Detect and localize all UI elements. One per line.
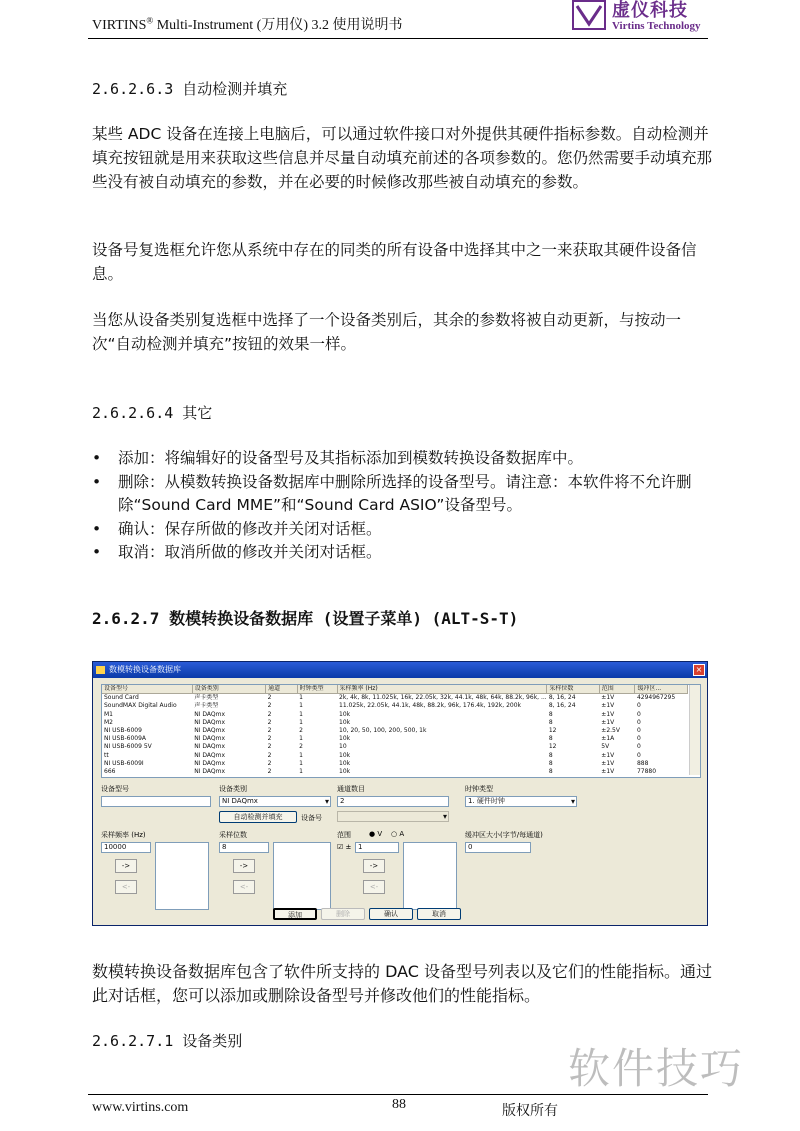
- dac-database-dialog: [92, 661, 708, 926]
- table-header-row: [102, 685, 688, 694]
- cell: 0: [636, 702, 641, 710]
- cell: 10k: [339, 735, 351, 743]
- range-list[interactable]: [403, 842, 457, 910]
- cell: 1: [299, 694, 303, 702]
- range-a-text: A: [399, 830, 405, 838]
- page-number: 88: [392, 1097, 406, 1112]
- range-remove-arrow-button[interactable]: <-: [363, 880, 385, 894]
- cell: SoundMAX Digital Audio: [104, 702, 177, 710]
- cell: ±1V: [601, 767, 615, 775]
- table-row[interactable]: [102, 752, 688, 760]
- rate-label: 采样频率 (Hz): [101, 831, 146, 839]
- table-row[interactable]: [102, 694, 688, 703]
- cell: 10k: [339, 767, 351, 775]
- logo-cn: 虚仪科技: [612, 0, 688, 21]
- delete-button[interactable]: 删除: [321, 908, 365, 920]
- dialog-title: 数模转换设备数据库: [109, 665, 181, 674]
- cell: 2: [267, 759, 272, 767]
- cell: NI DAQmx: [194, 759, 226, 767]
- range-pm-text: ±: [345, 843, 352, 851]
- cell: 8: [548, 735, 553, 743]
- list-item: • 删除：从模数转换设备数据库中删除所选择的设备型号。请注意：本软件将不允许删除“Sound Card MME”和“Sound Card ASIO”设备型号。: [92, 471, 716, 518]
- cell: 2: [267, 727, 272, 735]
- cell: 8, 16, 24: [548, 702, 576, 710]
- paragraph-autodetect-2: 设备号复选框允许您从系统中存在的同类的所有设备中选择其中之一来获取其硬件设备信息。: [92, 241, 697, 283]
- cell: Sound Card: [104, 694, 139, 702]
- cell: 0: [636, 735, 641, 743]
- cell: 0: [636, 743, 641, 751]
- cell: tt: [104, 751, 109, 759]
- add-button[interactable]: 添加: [273, 908, 317, 920]
- cell: ±2.5V: [601, 727, 620, 735]
- app-icon: [96, 666, 105, 674]
- rate-remove-arrow-button[interactable]: <-: [115, 880, 137, 894]
- col-header-category[interactable]: 设备类别: [192, 685, 265, 694]
- rate-list[interactable]: [155, 842, 209, 910]
- paragraph-dac-database: 数模转换设备数据库包含了软件所支持的 DAC 设备型号列表以及它们的性能指标。通过此对话框，您可以添加或删除设备型号并修改他们的性能指标。: [92, 962, 713, 1005]
- col-header-rate[interactable]: 采样频率 (Hz): [337, 685, 547, 694]
- table-row[interactable]: [102, 711, 688, 719]
- cell: ±1V: [601, 751, 615, 759]
- cell: 11.025k, 22.05k, 44.1k, 48k, 88.2k, 96k, 176.4k, 192k, 200k: [339, 702, 522, 710]
- cell: NI DAQmx: [194, 710, 226, 718]
- close-icon[interactable]: ×: [693, 664, 705, 676]
- cell: 12: [548, 743, 557, 751]
- col-header-range[interactable]: 范围: [599, 685, 635, 694]
- header-brand: VIRTINS: [92, 18, 147, 33]
- cell: 10: [339, 743, 347, 751]
- bits-add-arrow-button[interactable]: ->: [233, 859, 255, 873]
- cancel-button[interactable]: 取消: [417, 908, 461, 920]
- cell: 声卡类型: [194, 694, 219, 702]
- other-bullet-list: [92, 447, 716, 565]
- table-row[interactable]: [102, 702, 688, 710]
- cell: 0: [636, 727, 641, 735]
- logo-en: Virtins Technology: [612, 20, 701, 32]
- range-v-radio[interactable]: ● V: [369, 830, 383, 838]
- rate-input[interactable]: 10000: [101, 842, 151, 853]
- cell: 0: [636, 751, 641, 759]
- paragraph-autodetect-3: 当您从设备类别复选框中选择了一个设备类别后，其余的参数将被自动更新，与按动一次“自动检测并填充”按钮的效果一样。: [92, 311, 682, 353]
- paragraph-autodetect-1: 某些 ADC 设备在连接上电脑后，可以通过软件接口对外提供其硬件指标参数。自动检测并填充按钮就是用来获取这些信息并尽量自动填充前述的各项参数的。您仍然需要手动填充那些没有被自动填充的参数，并在必要的时候修改那些被自动填充的参数。: [92, 125, 713, 191]
- table-row[interactable]: [102, 727, 688, 735]
- cell: 声卡类型: [194, 702, 219, 710]
- registered-mark: ®: [146, 15, 154, 26]
- range-input[interactable]: 1: [355, 842, 399, 853]
- buffer-input[interactable]: 0: [465, 842, 531, 853]
- cell: 2: [299, 743, 303, 751]
- cell: 5V: [601, 743, 610, 751]
- cell: 2: [267, 710, 272, 718]
- cell: NI DAQmx: [194, 718, 226, 726]
- footer-copyright: 版权所有: [502, 1103, 558, 1119]
- table-row[interactable]: [102, 719, 688, 727]
- cell: NI USB-6009: [104, 727, 142, 735]
- rate-add-arrow-button[interactable]: ->: [115, 859, 137, 873]
- cell: ±1V: [601, 694, 615, 702]
- channels-label: 通道数目: [337, 785, 365, 793]
- header-title: [92, 14, 403, 34]
- bits-label: 采样位数: [219, 831, 247, 839]
- range-v-text: V: [377, 830, 383, 838]
- clock-label: 时钟类型: [465, 785, 493, 793]
- cell: 1: [299, 718, 303, 726]
- section-heading-dac-database: 2.6.2.7 数模转换设备数据库 (设置子菜单) (ALT-S-T): [92, 609, 519, 628]
- dialog-titlebar: [93, 662, 707, 678]
- bits-remove-arrow-button[interactable]: <-: [233, 880, 255, 894]
- section-heading-device-category: 2.6.2.7.1 设备类别: [92, 1032, 243, 1050]
- col-header-buffer[interactable]: 缓冲区...: [635, 685, 688, 694]
- section-heading-other: 2.6.2.6.4 其它: [92, 404, 213, 422]
- cell: ±1V: [601, 702, 615, 710]
- cell: NI USB-6009I: [104, 759, 144, 767]
- cell: ±1A: [601, 735, 615, 743]
- cell: 2k, 4k, 8k, 11.025k, 16k, 22.05k, 32k, 44.1k, 48k, 64k, 88.2k, 96k, ...: [339, 694, 547, 702]
- cell: 888: [636, 759, 649, 767]
- cell: 4294967295: [636, 694, 676, 702]
- logo-mark-icon: [572, 0, 606, 30]
- col-header-channels[interactable]: 通道: [266, 685, 297, 694]
- range-pm-checkbox[interactable]: ☑ ±: [337, 843, 352, 851]
- section-heading-autodetect: 2.6.2.6.3 自动检测并填充: [92, 80, 288, 98]
- cell: 10k: [339, 718, 351, 726]
- cell: 8: [548, 767, 553, 775]
- model-label: 设备型号: [101, 785, 129, 793]
- cell: 2: [267, 702, 272, 710]
- cell: 2: [267, 718, 272, 726]
- cell: 2: [267, 735, 272, 743]
- footer-url[interactable]: www.virtins.com: [92, 1100, 189, 1115]
- bits-list[interactable]: [273, 842, 331, 910]
- bits-input[interactable]: 8: [219, 842, 269, 853]
- channels-input[interactable]: 2: [337, 796, 449, 807]
- device-no-label: 设备号: [301, 814, 322, 822]
- clock-select[interactable]: 1. 硬件时钟 ▾: [465, 796, 577, 807]
- ok-button[interactable]: 确认: [369, 908, 413, 920]
- cell: 2: [267, 751, 272, 759]
- col-header-clock[interactable]: 时钟类型: [297, 685, 337, 694]
- table-row[interactable]: [102, 768, 688, 776]
- cell: 10k: [339, 759, 351, 767]
- cell: 1: [299, 751, 303, 759]
- autodetect-button[interactable]: 自动检测并填充: [219, 811, 297, 823]
- list-item: • 取消：取消所做的修改并关闭对话框。: [92, 541, 716, 565]
- cell: 12: [548, 727, 557, 735]
- watermark-text: 软件技巧: [568, 1044, 745, 1093]
- cell: 666: [104, 767, 116, 775]
- cell: 77880: [636, 767, 657, 775]
- model-input[interactable]: [101, 796, 211, 807]
- cell: NI DAQmx: [194, 743, 226, 751]
- cell: 1: [299, 735, 303, 743]
- cell: 10k: [339, 710, 351, 718]
- range-add-arrow-button[interactable]: ->: [363, 859, 385, 873]
- cell: M2: [104, 718, 113, 726]
- cell: 8: [548, 759, 553, 767]
- cell: NI USB-6009A: [104, 735, 147, 743]
- device-no-select[interactable]: [337, 811, 449, 822]
- list-item: • 确认：保存所做的修改并关闭对话框。: [92, 518, 716, 542]
- cell: 8, 16, 24: [548, 694, 576, 702]
- table-row[interactable]: [102, 760, 688, 768]
- category-select[interactable]: NI DAQmx ▾: [219, 796, 331, 807]
- cell: 1: [299, 767, 303, 775]
- category-label: 设备类别: [219, 785, 247, 793]
- cell: 8: [548, 718, 553, 726]
- cell: NI DAQmx: [194, 727, 226, 735]
- cell: 8: [548, 751, 553, 759]
- buffer-label: 缓冲区大小(字节/每通道): [465, 831, 543, 839]
- cell: M1: [104, 710, 113, 718]
- list-item: • 添加：将编辑好的设备型号及其指标添加到模数转换设备数据库中。: [92, 447, 716, 471]
- cell: 2: [267, 767, 272, 775]
- cell: 1: [299, 710, 303, 718]
- range-a-radio[interactable]: ○ A: [391, 830, 405, 838]
- table-row[interactable]: [102, 743, 688, 751]
- cell: ±1V: [601, 759, 615, 767]
- range-label: 范围: [337, 831, 351, 839]
- cell: NI USB-6009 5V: [104, 743, 152, 751]
- cell: 1: [299, 702, 303, 710]
- footer-rule: [88, 1094, 708, 1095]
- cell: NI DAQmx: [194, 735, 226, 743]
- cell: 2: [299, 727, 303, 735]
- cell: ±1V: [601, 710, 615, 718]
- cell: NI DAQmx: [194, 767, 226, 775]
- header-rule: [88, 38, 708, 39]
- cell: 0: [636, 710, 641, 718]
- cell: 1: [299, 759, 303, 767]
- cell: NI DAQmx: [194, 751, 226, 759]
- cell: 10k: [339, 751, 351, 759]
- device-table[interactable]: [101, 684, 701, 778]
- cell: ±1V: [601, 718, 615, 726]
- cell: 8: [548, 710, 553, 718]
- col-header-bits[interactable]: 采样位数: [547, 685, 599, 694]
- cell: 2: [267, 743, 272, 751]
- cell: 10, 20, 50, 100, 200, 500, 1k: [339, 727, 427, 735]
- cell: 2: [267, 694, 272, 702]
- col-header-model[interactable]: 设备型号: [102, 685, 192, 694]
- header-doc-title: Multi-Instrument (万用仪) 3.2 使用说明书: [153, 18, 403, 33]
- table-scrollbar[interactable]: [689, 685, 700, 775]
- table-row[interactable]: [102, 735, 688, 743]
- cell: 0: [636, 718, 641, 726]
